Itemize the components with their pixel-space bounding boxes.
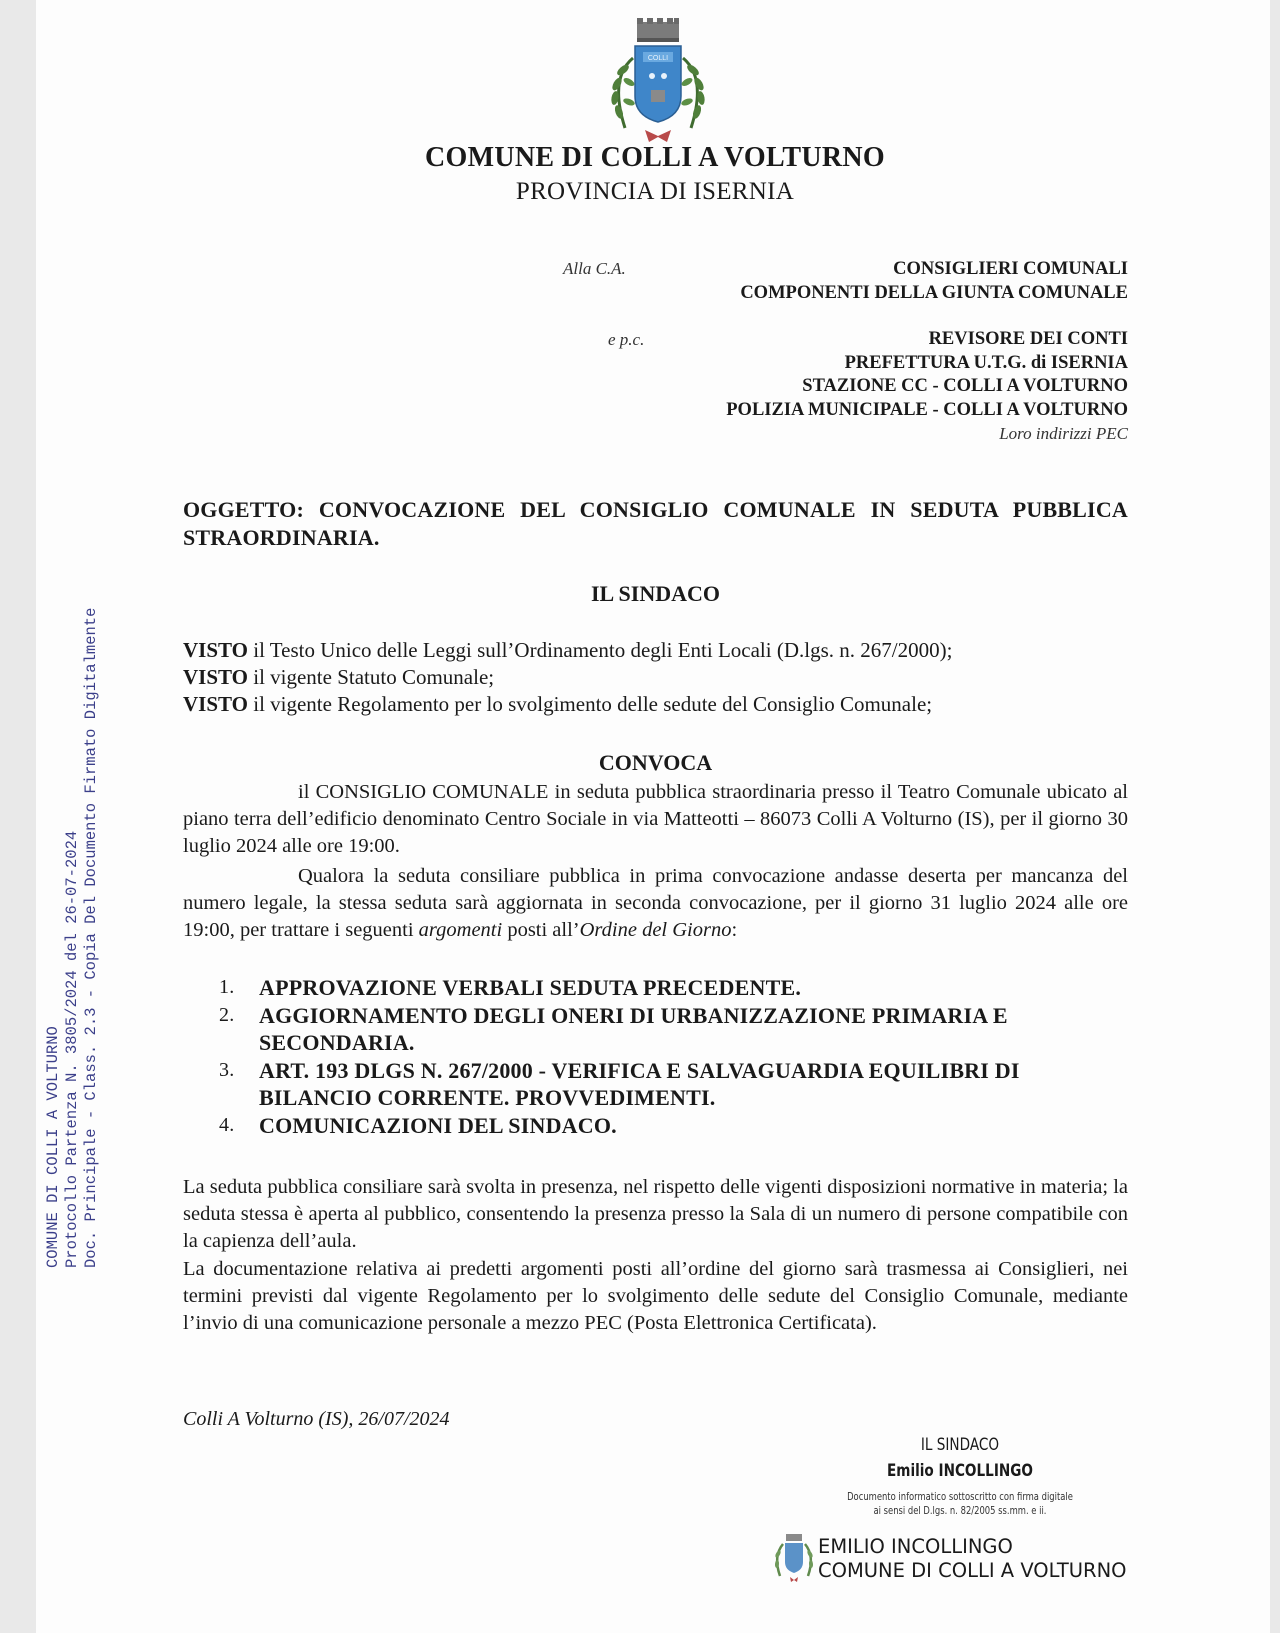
agenda-number: 3.	[219, 1058, 235, 1081]
left-edge	[0, 0, 36, 1633]
margin-note-line: COMUNE DI COLLI A VOLTURNO	[44, 1026, 62, 1268]
convoca-paragraph: il CONSIGLIO COMUNALE in seduta pubblica straordinaria presso il Teatro Comunale ubicato al piano terra dell’edificio denominato Centro Sociale in via Matteotti – 86073 Colli A Volturno (IS), per il giorno 30 luglio 2024 alle ore 19:00.	[183, 781, 1128, 857]
recipient-line: STAZIONE CC - COLLI A VOLTURNO	[802, 376, 1128, 396]
subject-line: OGGETTO: CONVOCAZIONE DEL CONSIGLIO COMUNALE IN SEDUTA PUBBLICA STRAORDINARIA.	[183, 497, 1128, 550]
agenda-list	[183, 974, 1128, 1139]
agenda-number: 1.	[219, 976, 235, 998]
digital-signature-note	[752, 1490, 1168, 1518]
province-name: PROVINCIA DI ISERNIA	[515, 178, 795, 205]
paragraph-text: Qualora la seduta consiliare pubblica in prima convocazione andasse deserta per mancanza del numero legale, la stessa seduta sarà aggiornata in seconda convocazione, per il giorno 31 luglio 2024 alle ore 19:00, per trattare i seguenti	[183, 865, 1128, 941]
paragraph-text: posti all’	[502, 919, 580, 941]
documentation-paragraph: La documentazione relativa ai predetti argomenti posti all’ordine del giorno sarà trasmessa ai Consiglieri, nei termini previsti dal vigente Regolamento per lo svolgimento delle sedute del Consiglio Comunale, mediante l’invio di una comunicazione personale a mezzo PEC (Posta Elettronica Certificata).	[183, 1258, 1128, 1334]
visto-keyword: VISTO	[183, 665, 248, 689]
protocol-margin-note	[44, 468, 104, 1268]
visto-text: il vigente Regolamento per lo svolgimento delle sedute del Consiglio Comunale;	[247, 692, 933, 716]
recipient-line: POLIZIA MUNICIPALE - COLLI A VOLTURNO	[726, 399, 1128, 420]
recipient-line: CONSIGLIERI COMUNALI	[893, 259, 1128, 279]
recipient-line: PREFETTURA U.T.G. di ISERNIA	[844, 352, 1128, 373]
seconda-convocazione-paragraph	[183, 863, 1128, 944]
cc-label: e p.c.	[608, 330, 645, 349]
recipient-line: COMPONENTI DELLA GIUNTA COMUNALE	[740, 282, 1128, 303]
signature-title: IL SINDACO	[920, 1435, 1000, 1455]
convoca-heading: CONVOCA	[598, 750, 713, 775]
presence-paragraph: La seduta pubblica consiliare sarà svolta in presenza, nel rispetto delle vigenti disposizioni normative in materia; la seduta stessa è aperta al pubblico, consentendo la presenza presso la Sala di un numero di persone compatibile con la capienza dell’aula.	[183, 1176, 1128, 1252]
visto-keyword: VISTO	[183, 692, 248, 716]
recipients-cc	[726, 328, 1128, 446]
right-edge	[1270, 0, 1280, 1633]
visto-line	[183, 637, 1128, 664]
pec-note: Loro indirizzi PEC	[999, 424, 1128, 443]
agenda-text: COMUNICAZIONI DEL SINDACO.	[259, 1112, 617, 1138]
municipal-crest-icon	[595, 18, 720, 146]
signature-name: Emilio INCOLLINGO	[886, 1461, 1033, 1481]
signature-note-line: Documento informatico sottoscritto con firma digitale	[847, 1491, 1073, 1503]
agenda-item	[183, 974, 1128, 1002]
paragraph-italic: Ordine del Giorno	[579, 919, 732, 941]
digital-signature-stamp	[818, 1535, 1127, 1583]
visto-text: il Testo Unico delle Leggi sull’Ordinamento degli Enti Locali (D.lgs. n. 267/2000);	[247, 638, 953, 662]
organization-name: COMUNE DI COLLI A VOLTURNO	[425, 142, 885, 173]
agenda-item	[183, 1112, 1128, 1140]
visti-list	[183, 637, 1128, 718]
visto-keyword: VISTO	[183, 638, 248, 662]
stamp-line: EMILIO INCOLLINGO	[818, 1535, 1013, 1558]
recipient-line: REVISORE DEI CONTI	[928, 329, 1128, 349]
paragraph-text: :	[731, 919, 738, 941]
to-label: Alla C.A.	[563, 259, 626, 278]
visto-text: il vigente Statuto Comunale;	[247, 665, 495, 689]
visto-line	[183, 691, 1128, 718]
agenda-number: 4.	[219, 1113, 235, 1136]
agenda-item	[183, 1057, 1128, 1112]
agenda-item	[183, 1002, 1128, 1057]
visto-line	[183, 664, 1128, 691]
agenda-number: 2.	[219, 1003, 235, 1026]
agenda-text: AGGIORNAMENTO DEGLI ONERI DI URBANIZZAZIONE PRIMARIA E SECONDARIA.	[259, 1002, 1008, 1055]
margin-note-line: Protocollo Partenza N. 3805/2024 del 26-07-2024	[63, 830, 81, 1268]
margin-note-line: Doc. Principale - Class. 2.3 - Copia Del Documento Firmato Digitalmente	[82, 607, 100, 1268]
place-and-date: Colli A Volturno (IS), 26/07/2024	[183, 1408, 450, 1430]
issuer-heading: IL SINDACO	[591, 581, 720, 606]
recipients-to	[740, 258, 1128, 305]
stamp-line: COMUNE DI COLLI A VOLTURNO	[818, 1559, 1127, 1582]
agenda-text: ART. 193 DLGS N. 267/2000 - VERIFICA E SALVAGUARDIA EQUILIBRI DI BILANCIO CORRENTE. PROVVEDIMENTI.	[259, 1057, 1020, 1110]
stamp-crest-icon	[770, 1532, 818, 1584]
svg-text:COLLI: COLLI	[647, 55, 669, 62]
signature-note-line: ai sensi del D.lgs. n. 82/2005 ss.mm. e ii.	[873, 1505, 1047, 1517]
paragraph-italic: argomenti	[418, 919, 503, 941]
agenda-text: APPROVAZIONE VERBALI SEDUTA PRECEDENTE.	[259, 975, 802, 1000]
